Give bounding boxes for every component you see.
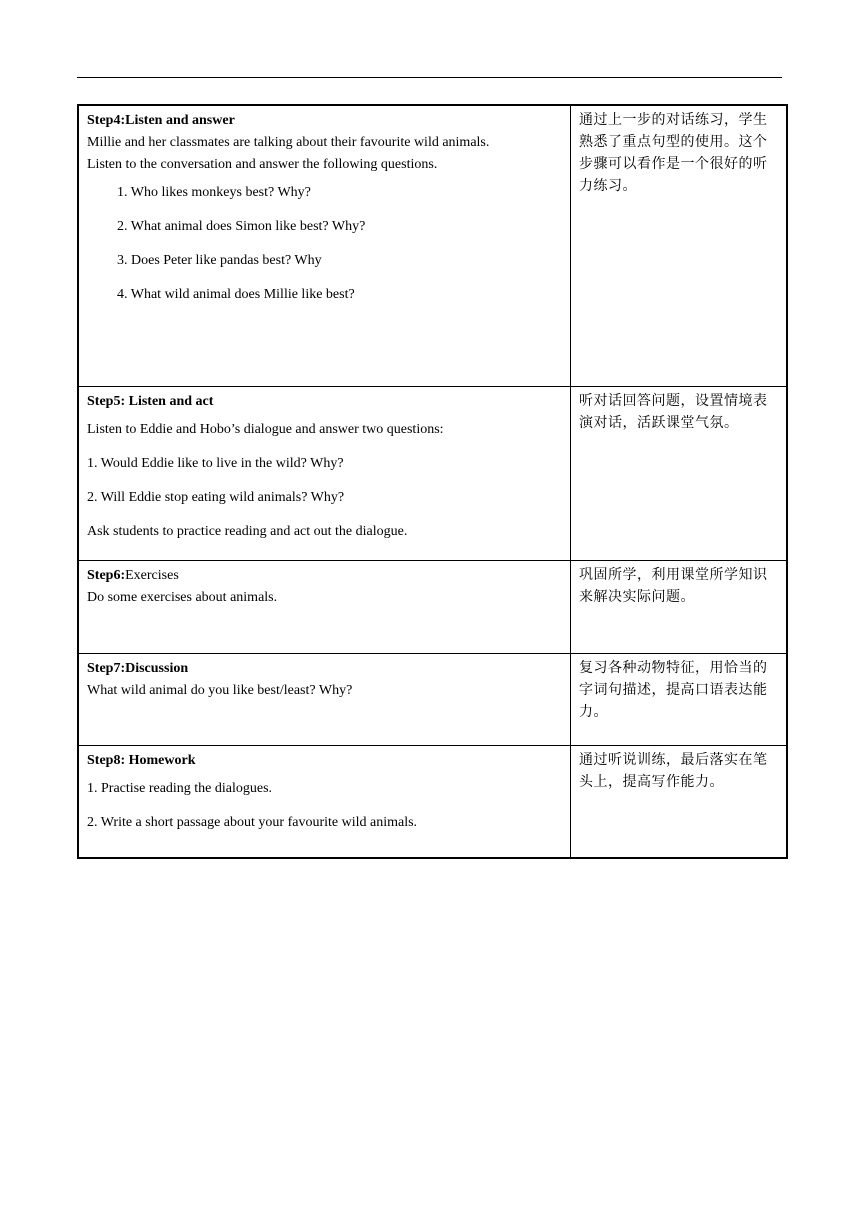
step8-cell	[78, 745, 571, 858]
lesson-plan-table	[77, 104, 788, 859]
step4-title: Step4:Listen and answer	[87, 113, 235, 128]
step6-title-rest: Exercises	[125, 567, 179, 583]
step5-cell	[78, 386, 571, 560]
step5-line: Listen to Eddie and Hobo’s dialogue and answer two questions:	[87, 421, 444, 437]
step4-question: 1. Who likes monkeys best? Why?	[117, 185, 311, 200]
step4-cell	[78, 105, 571, 386]
step7-note: 复习各种动物特征，用恰当的字词句描述，提高口语表达能力。	[571, 653, 788, 745]
step8-note: 通过听说训练，最后落实在笔头上，提高写作能力。	[571, 745, 788, 858]
step6-cell	[78, 560, 571, 653]
step6-note: 巩固所学，利用课堂所学知识来解决实际问题。	[571, 560, 788, 653]
step8-title: Step8: Homework	[87, 752, 196, 768]
step4-line: Millie and her classmates are talking about their favourite wild animals.	[87, 135, 490, 150]
step6-title	[87, 565, 562, 587]
step6-title-bold: Step6:	[87, 567, 126, 583]
step5-line: Ask students to practice reading and act out the dialogue.	[87, 523, 408, 539]
table-row	[78, 653, 787, 745]
step4-question: 3. Does Peter like pandas best? Why	[117, 253, 322, 268]
table-row	[78, 560, 787, 653]
table-row	[78, 745, 787, 858]
header-rule	[77, 77, 782, 78]
step8-line: 1. Practise reading the dialogues.	[87, 780, 273, 796]
step7-line: What wild animal do you like best/least? Why?	[87, 682, 353, 698]
step4-question: 4. What wild animal does Millie like best?	[117, 287, 355, 302]
step5-title: Step5: Listen and act	[87, 393, 214, 409]
step5-line: 2. Will Eddie stop eating wild animals? Why?	[87, 489, 345, 505]
step5-note: 听对话回答问题，设置情境表演对话，活跃课堂气氛。	[571, 386, 788, 560]
step5-line: 1. Would Eddie like to live in the wild? Why?	[87, 455, 344, 471]
table-row	[78, 386, 787, 560]
step7-cell	[78, 653, 571, 745]
step8-line: 2. Write a short passage about your favourite wild animals.	[87, 814, 418, 830]
table-row	[78, 105, 787, 386]
step6-line: Do some exercises about animals.	[87, 589, 278, 605]
step4-line: Listen to the conversation and answer the following questions.	[87, 157, 438, 172]
step4-note: 通过上一步的对话练习，学生熟悉了重点句型的使用。这个步骤可以看作是一个很好的听力练习。	[571, 105, 788, 386]
step7-title: Step7:Discussion	[87, 660, 189, 676]
step4-question: 2. What animal does Simon like best? Why?	[117, 219, 366, 234]
